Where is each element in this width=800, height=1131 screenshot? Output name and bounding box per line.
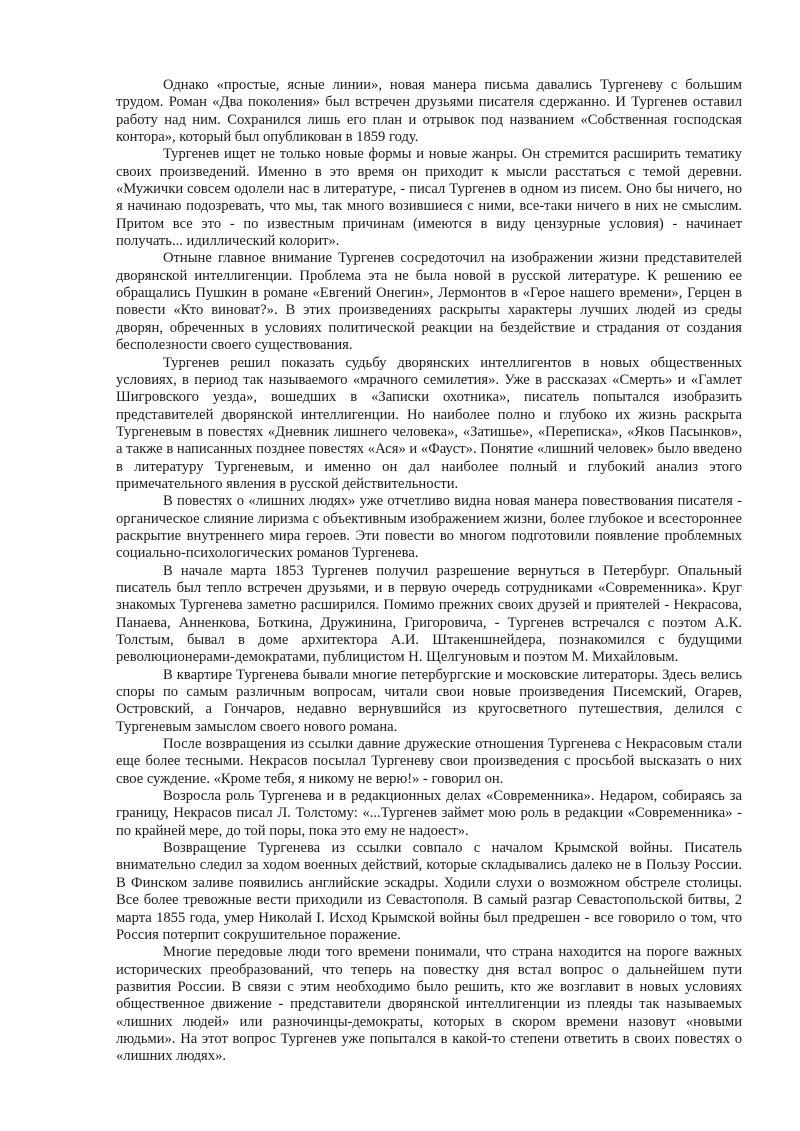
paragraph: После возвращения из ссылки давние дружеские отношения Тургенева с Некрасовым стали еще более тесными. Некрасов посылал Тургеневу свои произведения с просьбой высказать о них свое суждение. «Кроме тебя, я никому не верю!» - говорил он.: [116, 736, 742, 787]
paragraph: В начале марта 1853 Тургенев получил разрешение вернуться в Петербург. Опальный писатель был тепло встречен друзьями, и в первую очередь сотрудниками «Современника». Круг знакомых Тургенева заметно расширился. Помимо прежних своих друзей и приятелей - Некрасова, Панаева, Анненкова, Боткина, Дружинина, Григоровича, - Тургенев встречался с поэтом А.К. Толстым, бывал в доме архитектора А.И. Штакеншнейдера, познакомился с будущими революционерами-демократами, публицистом Н. Щелгуновым и поэтом М. Михайловым.: [116, 562, 742, 666]
paragraph: Однако «простые, ясные линии», новая манера письма давались Тургеневу с большим трудом. Роман «Два поколения» был встречен друзьями писателя сдержанно. И Тургенев оставил работу над ним. Сохранился лишь его план и отрывок под названием «Собственная господская контора», который был опубликован в 1859 году.: [116, 77, 742, 146]
paragraph: В квартире Тургенева бывали многие петербургские и московские литераторы. Здесь велись споры по самым различным вопросам, читали свои новые произведения Писемский, Огарев, Островский, а Гончаров, недавно вернувшийся из кругосветного путешествия, делился с Тургеневым замыслом своего нового романа.: [116, 666, 742, 735]
paragraph: Отныне главное внимание Тургенев сосредоточил на изображении жизни представителей дворянской интеллигенции. Проблема эта не была новой в русской литературе. К решению ее обращались Пушкин в романе «Евгений Онегин», Лермонтов в «Герое нашего времени», Герцен в повести «Кто виноват?». В этих произведениях раскрыты характеры лучших людей из среды дворян, обреченных в условиях политической реакции на бездействие и страдания от создания бесполезности своего существования.: [116, 250, 742, 354]
paragraph: Тургенев решил показать судьбу дворянских интеллигентов в новых общественных условиях, в период так называемого «мрачного семилетия». Уже в рассказах «Смерть» и «Гамлет Шигровского уезда», вошедших в «Записки охотника», писатель попытался изобразить представителей дворянской интеллигенции. Но наиболее полно и глубоко их жизнь раскрыта Тургеневым в повестях «Дневник лишнего человека», «Затишье», «Переписка», «Яков Пасынков», а также в написанных позднее повестях «Ася» и «Фауст». Понятие «лишний человек» было введено в литературу Тургеневым, и именно он дал наиболее полный и глубокий анализ этого примечательного явления в русской действительности.: [116, 354, 742, 492]
paragraph: Возвращение Тургенева из ссылки совпало с началом Крымской войны. Писатель внимательно следил за ходом военных действий, которые складывались далеко не в Пользу России. В Финском заливе появились английские эскадры. Ходили слухи о возможном обстреле столицы. Все более тревожные вести приходили из Севастополя. В самый разгар Севастопольской битвы, 2 марта 1855 года, умер Николай I. Исход Крымской войны был предрешен - все говорило о том, что Россия потерпит сокрушительное поражение.: [116, 840, 742, 943]
paragraph: Возросла роль Тургенева и в редакционных делах «Современника». Недаром, собираясь за границу, Некрасов писал Л. Толстому: «...Тургенев займет мою роль в редакции «Современника» - по крайней мере, до той поры, пока это ему не надоест».: [116, 788, 742, 839]
paragraph: Тургенев ищет не только новые формы и новые жанры. Он стремится расширить тематику своих произведений. Именно в это время он приходит к мысли расстаться с темой деревни. «Мужички совсем одолели нас в литературе, - писал Тургенев в одном из писем. Оно бы ничего, но я начинаю подозревать, что мы, так много возившиеся с ними, все-таки ничего в них не смыслим. Притом все это - по известным причинам (имеются в виду цензурные условия) - начинает получать... идиллический колорит».: [116, 146, 742, 250]
paragraph: В повестях о «лишних людях» уже отчетливо видна новая манера повествования писателя - органическое слияние лиризма с объективным изображением жизни, более глубокое и всестороннее раскрытие внутреннего мира героев. Эти повести во многом подготовили появление проблемных социально-психологических романов Тургенева.: [116, 493, 742, 562]
paragraph: Многие передовые люди того времени понимали, что страна находится на пороге важных исторических преобразований, что теперь на повестку дня встал вопрос о дальнейшем пути развития России. В связи с этим необходимо было решить, кто же возглавит в новых условиях общественное движение - представители дворянской интеллигенции из плеяды так называемых «лишних людей» или разночинцы-демократы, которых в скором времени назовут «новыми людьми». На этот вопрос Тургенев уже попытался в какой-то степени ответить в своих повестях о «лишних людях».: [116, 944, 742, 1065]
document-page: [116, 77, 742, 1066]
